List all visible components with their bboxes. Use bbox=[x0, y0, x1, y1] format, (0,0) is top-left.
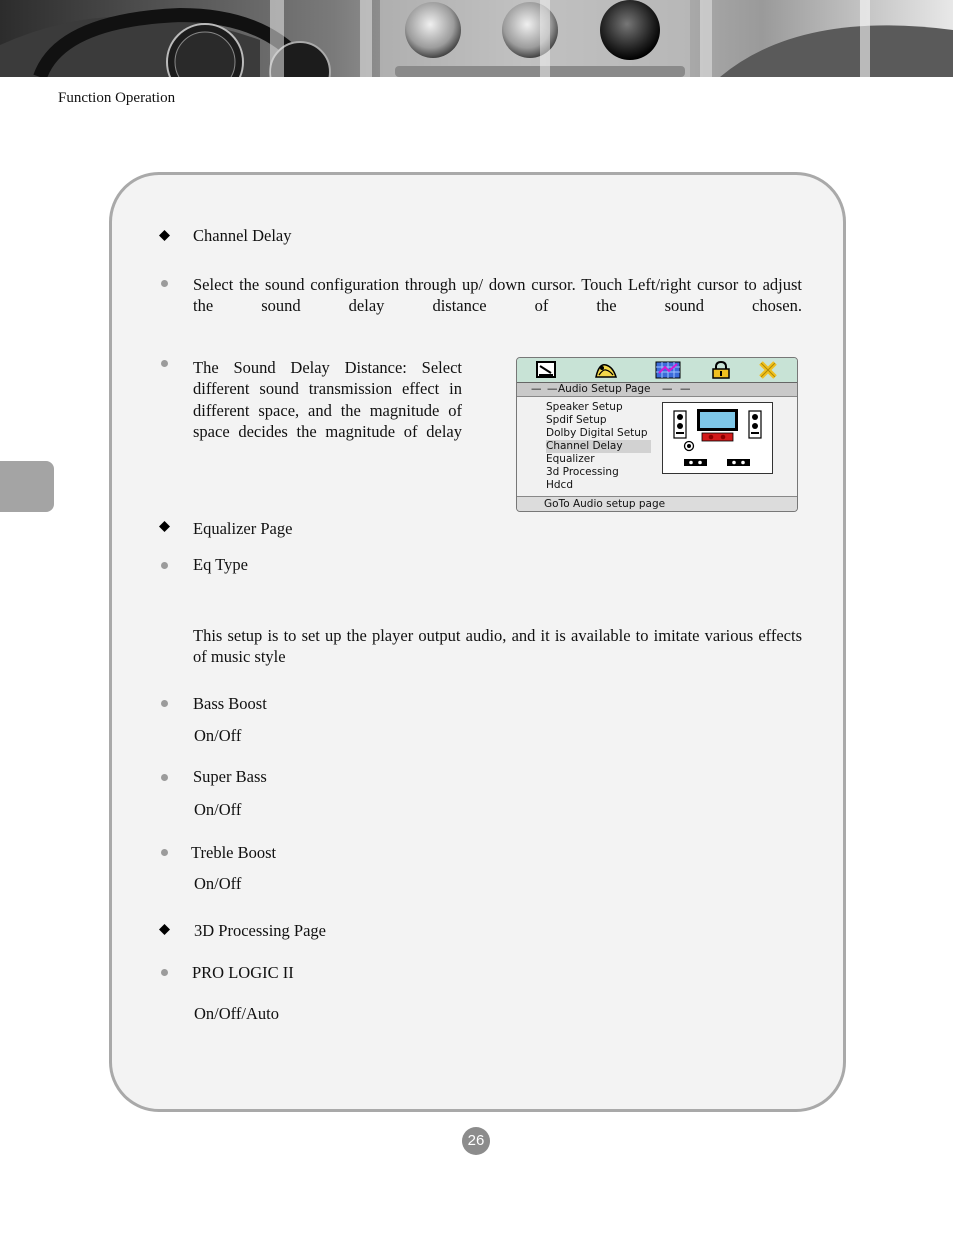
osd-icon-bar bbox=[517, 358, 797, 383]
video-setup-icon bbox=[655, 361, 681, 379]
osd-menu-item[interactable]: Dolby Digital Setup bbox=[546, 427, 648, 439]
osd-menu-item[interactable]: Equalizer bbox=[546, 453, 595, 465]
dot-bullet-icon bbox=[161, 969, 168, 976]
eq-type-label: Eq Type bbox=[193, 555, 248, 574]
description-line: The Sound Delay Distance: Select bbox=[193, 358, 462, 377]
side-tab-marker bbox=[0, 461, 54, 512]
dot-bullet-icon bbox=[161, 849, 168, 856]
audio-setup-icon bbox=[593, 361, 619, 379]
dot-bullet-icon bbox=[161, 360, 168, 367]
dot-bullet-icon bbox=[161, 774, 168, 781]
audio-setup-osd bbox=[516, 357, 798, 512]
diamond-bullet-icon bbox=[159, 924, 170, 935]
description-line: different sound transmission effect in bbox=[193, 379, 462, 399]
treble-boost-value: On/Off bbox=[194, 874, 242, 893]
equalizer-description: This setup is to set up the player output audio, and it is available to imitate various effects of music style bbox=[193, 626, 802, 666]
exit-icon bbox=[758, 361, 778, 379]
osd-title-bar: — — Audio Setup Page — — bbox=[517, 383, 797, 397]
osd-menu-item[interactable]: 3d Processing bbox=[546, 466, 619, 478]
description-line: different space, and the magnitude of bbox=[193, 400, 462, 420]
diamond-bullet-icon bbox=[159, 230, 170, 241]
sound-delay-description bbox=[193, 357, 462, 442]
osd-menu-item[interactable]: Hdcd bbox=[546, 479, 573, 491]
pro-logic-value: On/Off/Auto bbox=[194, 1004, 279, 1023]
osd-title: Audio Setup Page bbox=[558, 383, 651, 395]
super-bass-label: Super Bass bbox=[193, 767, 267, 786]
osd-menu bbox=[546, 401, 651, 492]
lock-icon bbox=[710, 361, 732, 379]
equalizer-page-heading: Equalizer Page bbox=[193, 519, 293, 538]
treble-boost-label: Treble Boost bbox=[191, 843, 277, 862]
channel-delay-instruction: Select the sound configuration through up/ down cursor. Touch Left/right cursor to adjust the sound delay distance of the sound chosen. bbox=[193, 275, 802, 315]
bass-boost-value: On/Off bbox=[194, 726, 242, 745]
osd-footer-text: GoTo Audio setup page bbox=[544, 498, 666, 510]
channel-delay-heading: Channel Delay bbox=[193, 226, 292, 245]
dot-bullet-icon bbox=[161, 700, 168, 707]
dot-bullet-icon bbox=[161, 280, 168, 287]
osd-menu-item[interactable]: Spdif Setup bbox=[546, 414, 607, 426]
general-setup-icon bbox=[536, 361, 556, 378]
header-banner-image bbox=[0, 0, 953, 77]
pro-logic-label: PRO LOGIC II bbox=[192, 963, 294, 982]
description-line: space decides the magnitude of delay bbox=[193, 421, 462, 441]
osd-menu-item-selected[interactable]: Channel Delay bbox=[546, 440, 651, 453]
bass-boost-label: Bass Boost bbox=[193, 694, 267, 713]
diamond-bullet-icon bbox=[159, 521, 170, 532]
osd-menu-item[interactable]: Speaker Setup bbox=[546, 401, 623, 413]
osd-footer bbox=[517, 496, 797, 511]
speaker-layout-diagram bbox=[662, 402, 773, 474]
dot-bullet-icon bbox=[161, 562, 168, 569]
section-label: Function Operation bbox=[58, 90, 176, 106]
page-number-badge: 26 bbox=[462, 1127, 490, 1155]
super-bass-value: On/Off bbox=[194, 800, 242, 819]
3d-processing-heading: 3D Processing Page bbox=[194, 921, 326, 940]
